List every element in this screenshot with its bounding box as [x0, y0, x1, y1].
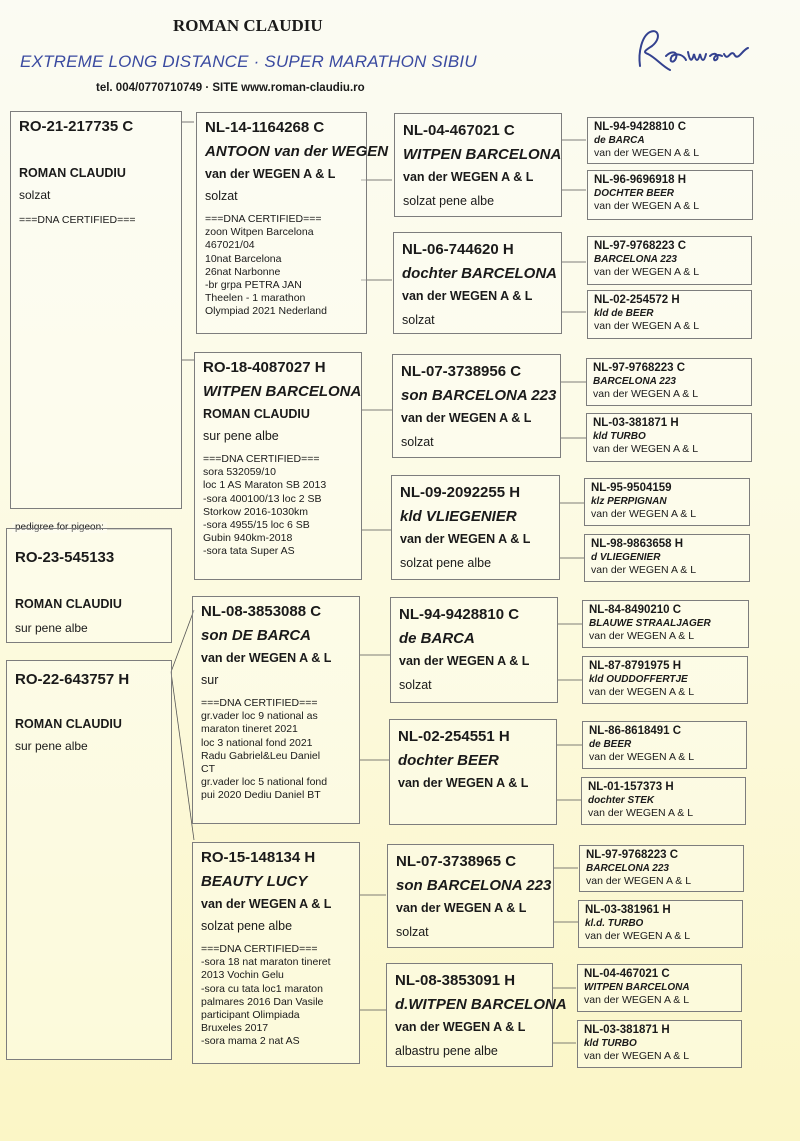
color: albastru pene albe	[395, 1044, 498, 1058]
pigeon-name: kld TURBO	[593, 431, 646, 442]
owner: van der WEGEN A & L	[594, 266, 700, 278]
owner: van der WEGEN A & L	[589, 630, 695, 642]
pigeon-name: BEAUTY LUCY	[201, 873, 308, 890]
ring-number: NL-08-3853091 H	[395, 972, 516, 989]
ring-number: NL-95-9504159	[591, 482, 672, 494]
great-grandparent-card	[581, 777, 746, 825]
owner: ROMAN CLAUDIU	[203, 407, 310, 421]
dam-of-subject	[6, 660, 172, 1060]
great-grandparent-card	[577, 964, 742, 1012]
grandparent-card	[390, 597, 558, 703]
ring-number: NL-03-381961 H	[585, 904, 671, 916]
owner: van der WEGEN A & L	[586, 875, 692, 887]
subject-pigeon	[6, 528, 172, 643]
owner: van der WEGEN A & L	[591, 564, 697, 576]
pigeon-name: kld VLIEGENIER	[400, 508, 517, 525]
pigeon-name: WITPEN BARCELONA	[584, 982, 690, 993]
grandparent-card	[392, 354, 561, 458]
owner: van der WEGEN A & L	[593, 443, 699, 455]
pigeon-name: kld TURBO	[584, 1038, 637, 1049]
owner: van der WEGEN A & L	[403, 170, 534, 184]
ring-number: NL-86-8618491 C	[589, 725, 682, 737]
great-grandparent-card	[587, 236, 752, 285]
ring-number: NL-94-9428810 C	[594, 121, 687, 133]
owner: van der WEGEN A & L	[593, 388, 699, 400]
color: solzat	[396, 925, 429, 939]
ring-number: NL-94-9428810 C	[399, 606, 520, 623]
ring-number: NL-04-467021 C	[403, 122, 515, 139]
pigeon-name: BARCELONA 223	[594, 254, 677, 265]
great-grandparent-card	[587, 117, 754, 164]
ring-number: NL-96-9696918 H	[594, 174, 687, 186]
owner: van der WEGEN A & L	[201, 651, 332, 665]
great-grandparent-card	[587, 290, 752, 339]
great-grandparent-card	[586, 358, 752, 406]
ring-number: NL-04-467021 C	[584, 968, 670, 980]
ring-number: NL-07-3738956 C	[401, 363, 522, 380]
color: solzat	[402, 313, 435, 327]
color: solzat pene albe	[400, 556, 492, 570]
parent-card	[194, 352, 362, 580]
owner: van der WEGEN A & L	[589, 751, 695, 763]
color: solzat pene albe	[201, 919, 293, 933]
color: sur pene albe	[15, 621, 88, 635]
grandparent-card	[393, 232, 562, 334]
grandparent-card	[389, 719, 557, 825]
ring-number: NL-07-3738965 C	[396, 853, 517, 870]
pigeon-name: de BARCA	[594, 135, 645, 146]
header-subtitle: EXTREME LONG DISTANCE · SUPER MARATHON SIBIU	[20, 52, 477, 71]
color: solzat	[399, 678, 432, 692]
pigeon-name: son BARCELONA 223	[396, 877, 552, 894]
owner: van der WEGEN A & L	[400, 532, 531, 546]
color: sur pene albe	[15, 739, 88, 753]
ring-number: NL-02-254551 H	[398, 728, 510, 745]
owner: van der WEGEN A & L	[396, 901, 527, 915]
owner: van der WEGEN A & L	[594, 200, 700, 212]
great-grandparent-card	[579, 845, 744, 892]
ring-number: NL-08-3853088 C	[201, 603, 322, 620]
color: sur pene albe	[203, 429, 279, 443]
owner: van der WEGEN A & L	[401, 411, 532, 425]
great-grandparent-card	[582, 721, 747, 769]
pigeon-name: dochter BEER	[398, 752, 499, 769]
breeder-name: ROMAN CLAUDIU	[173, 16, 323, 35]
ring-number: NL-98-9863658 H	[591, 538, 684, 550]
ring-number: NL-09-2092255 H	[400, 484, 521, 501]
pedigree-label: pedigree for pigeon:	[12, 522, 107, 533]
owner: van der WEGEN A & L	[399, 654, 530, 668]
pigeon-name: kld OUDDOFFERTJE	[589, 674, 688, 685]
color: sur	[201, 673, 219, 687]
pigeon-name: d VLIEGENIER	[591, 552, 661, 563]
pigeon-name: son DE BARCA	[201, 627, 312, 644]
ring-number: RO-23-545133	[15, 549, 115, 566]
great-grandparent-card	[587, 170, 753, 220]
owner: van der WEGEN A & L	[205, 167, 336, 181]
owner: ROMAN CLAUDIU	[19, 166, 126, 180]
owner: van der WEGEN A & L	[398, 776, 529, 790]
ring-number: NL-97-9768223 C	[586, 849, 679, 861]
owner: ROMAN CLAUDIU	[15, 717, 122, 731]
contact-info: tel. 004/0770710749 · SITE www.roman-claudiu.ro	[96, 82, 365, 94]
pigeon-name: kl.d. TURBO	[585, 918, 644, 929]
great-grandparent-card	[578, 900, 743, 948]
great-grandparent-card	[577, 1020, 742, 1068]
sire-of-subject	[10, 111, 182, 509]
owner: van der WEGEN A & L	[584, 1050, 690, 1062]
owner: van der WEGEN A & L	[395, 1020, 526, 1034]
owner: ROMAN CLAUDIU	[15, 597, 122, 611]
color: solzat	[401, 435, 434, 449]
owner: van der WEGEN A & L	[588, 807, 694, 819]
pigeon-name: WITPEN BARCELONA	[203, 383, 362, 400]
pigeon-name: BLAUWE STRAALJAGER	[589, 618, 711, 629]
pigeon-name: DOCHTER BEER	[594, 188, 675, 199]
notes: ===DNA CERTIFIED=== -sora 18 nat maraton tineret 2013 Vochin Gelu -sora cu tata loc1 maraton palmares 2016 Dan Vasile participant Olimpiada Bruxeles 2017 -sora mama 2 nat AS	[201, 943, 331, 1048]
ring-number: RO-21-217735 C	[19, 118, 134, 135]
owner: van der WEGEN A & L	[589, 686, 695, 698]
owner: van der WEGEN A & L	[585, 930, 691, 942]
grandparent-card	[391, 475, 560, 580]
notes: ===DNA CERTIFIED=== sora 532059/10 loc 1 AS Maraton SB 2013 -sora 400100/13 loc 2 SB Storkow 2016-1030km -sora 4955/15 loc 6 SB Gubin 940km-2018 -sora tata Super AS	[203, 453, 327, 558]
pigeon-name: d.WITPEN BARCELONA	[395, 996, 567, 1013]
owner: van der WEGEN A & L	[402, 289, 533, 303]
parent-card	[192, 842, 360, 1064]
pigeon-name: son BARCELONA 223	[401, 387, 557, 404]
owner: van der WEGEN A & L	[201, 897, 332, 911]
ring-number: NL-87-8791975 H	[589, 660, 682, 672]
pigeon-name: de BEER	[589, 739, 632, 750]
parent-card	[196, 112, 389, 334]
pigeon-name: klz PERPIGNAN	[591, 496, 667, 507]
great-grandparent-card	[582, 656, 748, 704]
ring-number: NL-97-9768223 C	[593, 362, 686, 374]
ring-number: NL-14-1164268 C	[205, 119, 325, 136]
grandparent-card	[387, 844, 554, 948]
parent-card	[192, 596, 360, 824]
ring-number: NL-06-744620 H	[402, 241, 514, 258]
pigeon-name: kld de BEER	[594, 308, 654, 319]
great-grandparent-card	[582, 600, 749, 648]
grandparent-card	[386, 963, 567, 1067]
ring-number: RO-18-4087027 H	[203, 359, 326, 376]
pigeon-name: BARCELONA 223	[586, 863, 669, 874]
pigeon-name: de BARCA	[399, 630, 475, 647]
dna-certified: ===DNA CERTIFIED===	[19, 214, 136, 226]
pigeon-name: dochter STEK	[588, 795, 655, 806]
ring-number: NL-01-157373 H	[588, 781, 674, 793]
ring-number: NL-97-9768223 C	[594, 240, 687, 252]
ring-number: RO-22-643757 H	[15, 671, 130, 688]
grandparent-card	[394, 113, 562, 217]
owner: van der WEGEN A & L	[584, 994, 690, 1006]
pigeon-name: dochter BARCELONA	[402, 265, 558, 282]
color: solzat pene albe	[403, 194, 495, 208]
great-grandparent-card	[584, 534, 750, 582]
pigeon-name: BARCELONA 223	[593, 376, 676, 387]
great-grandparent-card	[584, 478, 750, 526]
pigeon-name: ANTOON van der WEGEN	[205, 143, 389, 160]
owner: van der WEGEN A & L	[591, 508, 697, 520]
ring-number: NL-03-381871 H	[593, 417, 679, 429]
great-grandparent-card	[586, 413, 752, 462]
owner: van der WEGEN A & L	[594, 320, 700, 332]
ring-number: NL-84-8490210 C	[589, 604, 682, 616]
owner: van der WEGEN A & L	[594, 147, 700, 159]
notes: ===DNA CERTIFIED=== gr.vader loc 9 national as maraton tineret 2021 loc 3 national fond 2021 Radu Gabriel&Leu Daniel CT gr.vader loc 5 national fond pui 2020 Dediu Daniel BT	[201, 697, 328, 802]
ring-number: NL-02-254572 H	[594, 294, 680, 306]
color: solzat	[205, 189, 238, 203]
notes: ===DNA CERTIFIED=== zoon Witpen Barcelona 467021/04 10nat Barcelona 26nat Narbonne -br grpa PETRA JAN Theelen - 1 marathon Olympiad 2021 Nederland	[205, 213, 327, 318]
ring-number: RO-15-148134 H	[201, 849, 316, 866]
pigeon-name: WITPEN BARCELONA	[403, 146, 562, 163]
color: solzat	[19, 188, 51, 202]
ring-number: NL-03-381871 H	[584, 1024, 670, 1036]
